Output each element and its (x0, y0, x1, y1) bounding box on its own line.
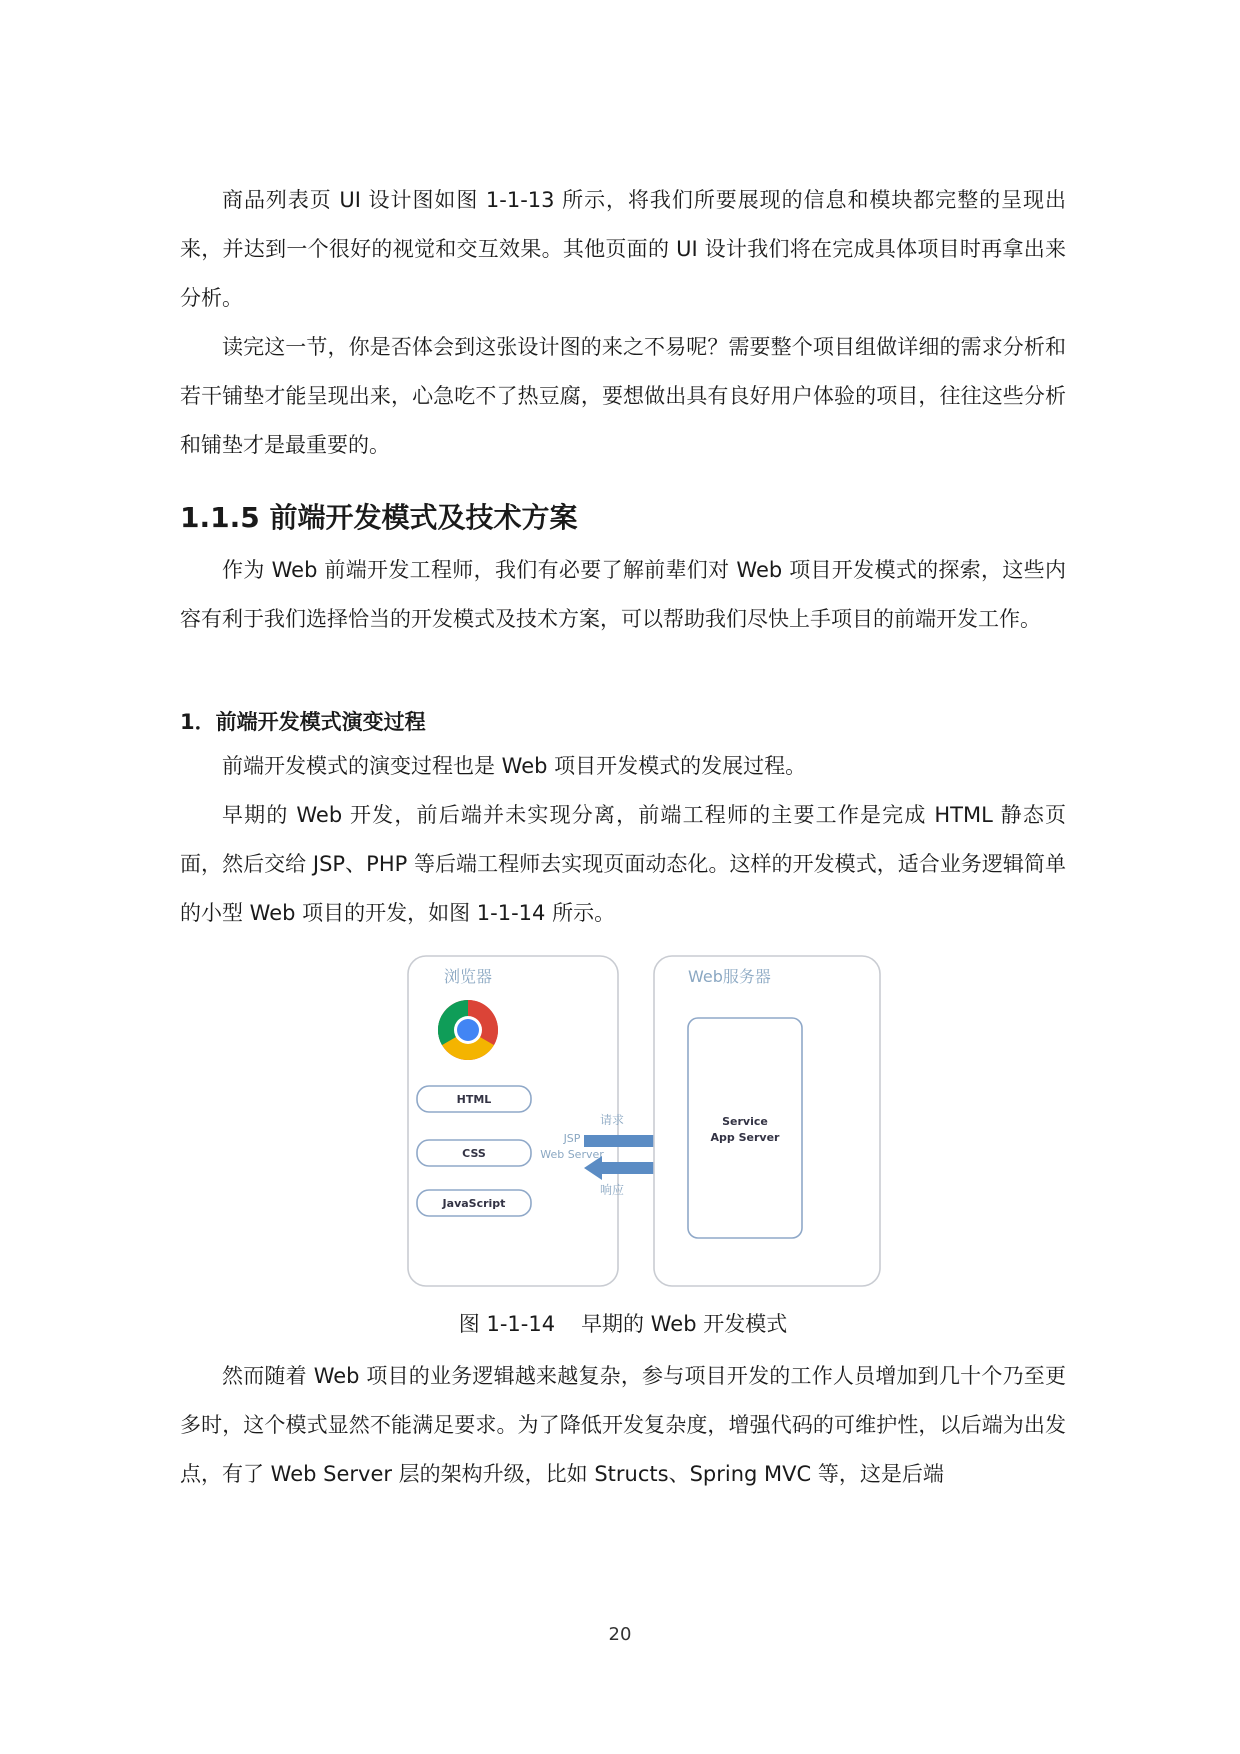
paragraph-early-web: 早期的 Web 开发，前后端并未实现分离，前端工程师的主要工作是完成 HTML 静态页面，然后交给 JSP、PHP 等后端工程师去实现页面动态化。这样的开发模式，适合业务逻辑简单的小型 Web 项目的开发，如图 1-1-14 所示。 (180, 803, 1066, 925)
html-label: HTML (456, 1093, 492, 1106)
paragraph-reflection: 读完这一节，你是否体会到这张设计图的来之不易呢？需要整个项目组做详细的需求分析和若干铺垫才能呈现出来，心急吃不了热豆腐，要想做出具有良好用户体验的项目，往往这些分析和铺垫才是最重要的。 (180, 335, 1066, 457)
server-label: Web服务器 (688, 967, 771, 986)
section-heading: 1.1.5 前端开发模式及技术方案 (180, 501, 578, 534)
page-number: 20 (608, 1624, 632, 1645)
caption-text: 早期的 Web 开发模式 (581, 1312, 788, 1336)
paragraph-evolution: 前端开发模式的演变过程也是 Web 项目开发模式的发展过程。 (222, 754, 807, 778)
browser-box (408, 956, 618, 1286)
paragraph-dev-mode-intro: 作为 Web 前端开发工程师，我们有必要了解前辈们对 Web 项目开发模式的探索，这些内容有利于我们选择恰当的开发模式及技术方案，可以帮助我们尽快上手项目的前端开发工作。 (180, 558, 1066, 631)
css-label: CSS (462, 1147, 486, 1160)
app-server-label: App Server (710, 1131, 780, 1144)
response-label: 响应 (600, 1183, 625, 1197)
app-server-box (688, 1018, 802, 1238)
service-label: Service (722, 1115, 768, 1128)
early-web-dev-diagram (404, 952, 884, 1292)
paragraph-complexity: 然而随着 Web 项目的业务逻辑越来越复杂，参与项目开发的工作人员增加到几十个乃至更多时，这个模式显然不能满足要求。为了降低开发复杂度，增强代码的可维护性，以后端为出发点，有了 Web Server 层的架构升级，比如 Structs、Spring MVC 等，这是后端 (180, 1364, 1066, 1486)
web-server-label: Web Server (540, 1148, 604, 1161)
javascript-label: JavaScript (442, 1197, 506, 1210)
jsp-label: JSP (563, 1132, 581, 1145)
subsection-heading: 1．前端开发模式演变过程 (180, 710, 426, 734)
request-label: 请求 (600, 1113, 625, 1127)
paragraph-intro-ui: 商品列表页 UI 设计图如图 1-1-13 所示，将我们所要展现的信息和模块都完整的呈现出来，并达到一个很好的视觉和交互效果。其他页面的 UI 设计我们将在完成具体项目时再拿出来分析。 (180, 188, 1066, 310)
chrome-icon (438, 1000, 498, 1060)
figure-caption (180, 1302, 1066, 1346)
caption-number: 图 1-1-14 (458, 1312, 556, 1336)
browser-label: 浏览器 (444, 967, 493, 986)
